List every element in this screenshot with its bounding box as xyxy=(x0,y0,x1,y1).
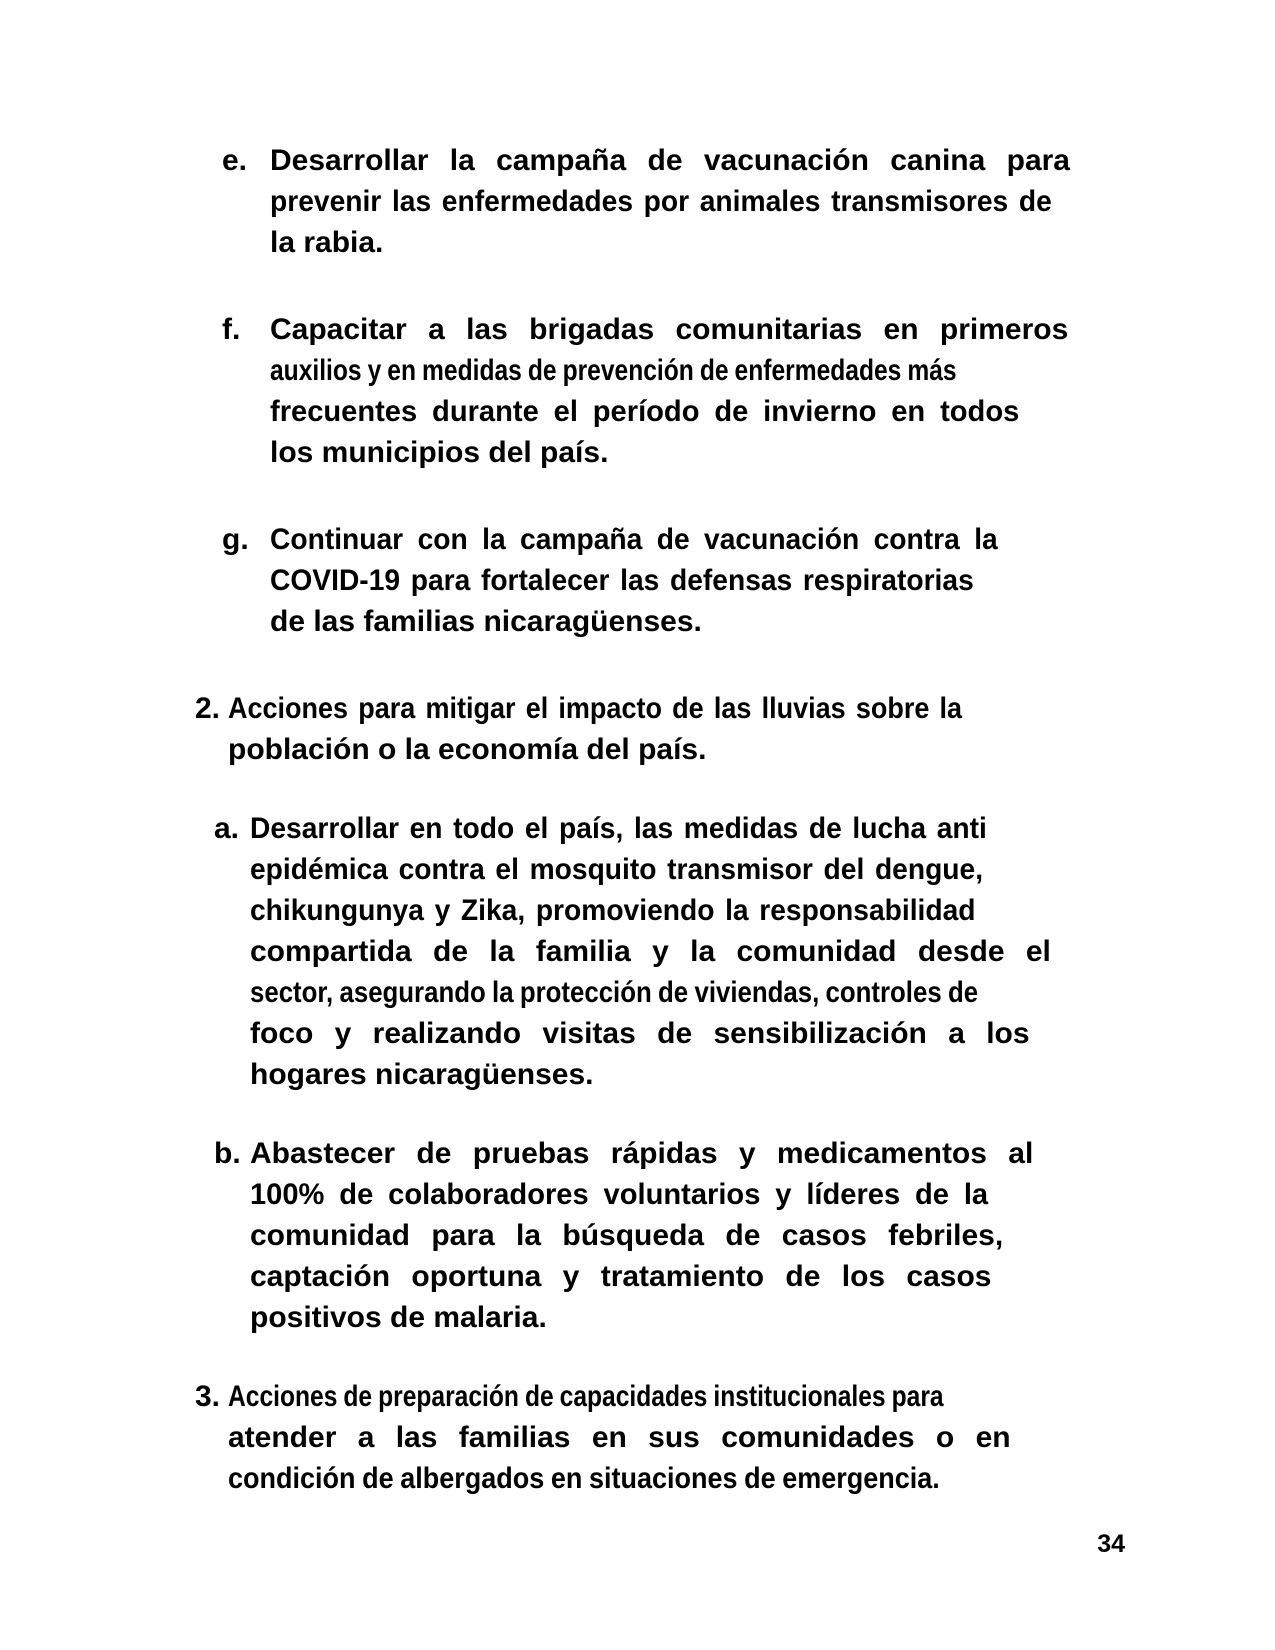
text-line: población o la economía del país. xyxy=(228,733,707,766)
text-line: positivos de malaria. xyxy=(250,1301,547,1334)
list-marker: 3. xyxy=(195,1380,221,1413)
text-line: prevenir las enfermedades por animales transmisores de xyxy=(270,185,1052,218)
list-item-2a xyxy=(150,808,1110,1095)
text-line: chikungunya y Zika, promoviendo la responsabilidad xyxy=(250,894,976,927)
list-item-2 xyxy=(150,688,1110,770)
list-item-g xyxy=(150,519,1110,642)
list-marker: 2. xyxy=(195,692,221,725)
text-line: condición de albergados en situaciones de emergencia. xyxy=(228,1462,940,1495)
list-marker: b. xyxy=(214,1137,241,1170)
text-line: Acciones para mitigar el impacto de las lluvias sobre la xyxy=(228,692,963,725)
list-item-text xyxy=(250,808,1110,1095)
list-marker: e. xyxy=(222,144,248,177)
list-item-text xyxy=(228,1376,1110,1499)
text-line: Capacitar a las brigadas comunitarias en primeros xyxy=(270,313,1069,346)
list-marker: a. xyxy=(214,812,240,845)
text-line: Acciones de preparación de capacidades institucionales para xyxy=(228,1380,944,1413)
text-line: Desarrollar en todo el país, las medidas de lucha anti xyxy=(250,812,987,845)
text-line: los municipios del país. xyxy=(270,436,609,469)
text-line: Continuar con la campaña de vacunación contra la xyxy=(270,523,998,556)
text-line: auxilios y en medidas de prevención de enfermedades más xyxy=(270,354,957,387)
list-marker: g. xyxy=(222,523,249,556)
text-line: hogares nicaragüenses. xyxy=(250,1058,594,1091)
list-item-3 xyxy=(150,1376,1110,1499)
text-line: COVID-19 para fortalecer las defensas respiratorias xyxy=(270,564,974,597)
text-line: compartida de la familia y la comunidad desde el xyxy=(250,935,1051,968)
text-line: comunidad para la búsqueda de casos febriles, xyxy=(250,1219,1004,1252)
list-item-text xyxy=(270,309,1110,473)
list-item-f xyxy=(150,309,1110,473)
text-line: sector, asegurando la protección de viviendas, controles de xyxy=(250,976,979,1009)
text-line: Abastecer de pruebas rápidas y medicamentos al xyxy=(250,1137,1034,1170)
text-line: Desarrollar la campaña de vacunación canina para xyxy=(270,144,1070,177)
text-line: la rabia. xyxy=(270,226,384,259)
list-item-text xyxy=(270,519,1110,642)
list-item-text xyxy=(270,140,1110,263)
list-item-2b xyxy=(150,1133,1110,1338)
text-line: atender a las familias en sus comunidades o en xyxy=(228,1421,1011,1454)
list-item-text xyxy=(228,688,1110,770)
list-marker: f. xyxy=(222,313,241,346)
text-line: frecuentes durante el período de invierno en todos xyxy=(270,395,1020,428)
document-body xyxy=(150,140,1110,1533)
text-line: foco y realizando visitas de sensibilización a los xyxy=(250,1017,1030,1050)
text-line: captación oportuna y tratamiento de los casos xyxy=(250,1260,992,1293)
text-line: epidémica contra el mosquito transmisor del dengue, xyxy=(250,853,984,886)
list-item-e xyxy=(150,140,1110,263)
text-line: 100% de colaboradores voluntarios y líderes de la xyxy=(250,1178,989,1211)
page-number: 34 xyxy=(1097,1530,1125,1558)
text-line: de las familias nicaragüenses. xyxy=(270,605,702,638)
list-item-text xyxy=(250,1133,1110,1338)
